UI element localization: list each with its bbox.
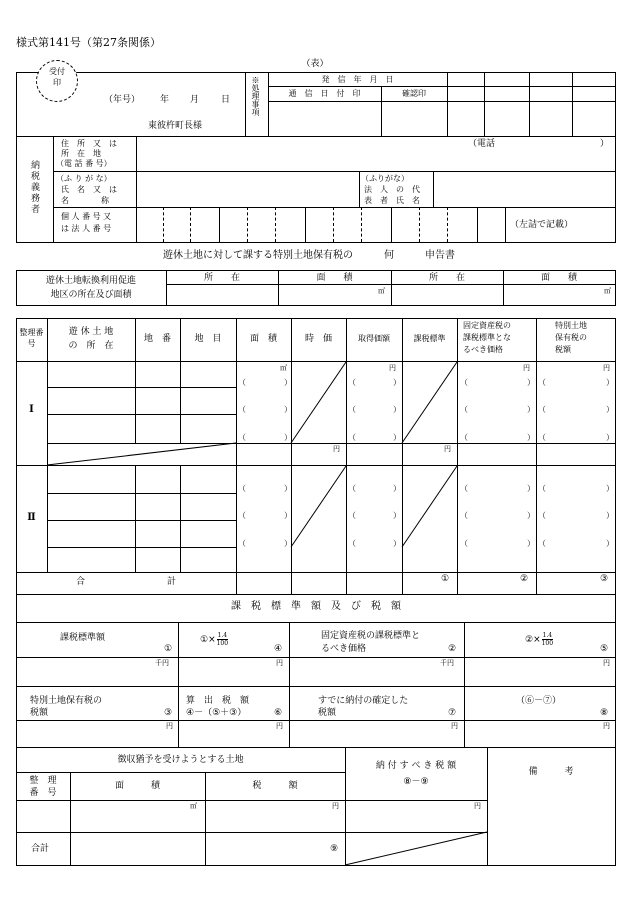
paren-open: （ bbox=[460, 433, 468, 442]
id-note: （左詰で記載） bbox=[510, 220, 574, 230]
paren-open: （ bbox=[460, 484, 468, 493]
paren-open: （ bbox=[238, 378, 246, 387]
header-seiri: 整理番号 bbox=[19, 328, 44, 348]
paren-close: ） bbox=[284, 433, 292, 442]
paren-close: ） bbox=[606, 378, 614, 387]
tax-r2c4-unit: 円 bbox=[603, 722, 610, 730]
header-tokubetsu-1: 特別土地 bbox=[555, 321, 587, 330]
paren-open: （ bbox=[538, 433, 546, 442]
promotion-col-area-2: 面 積 bbox=[540, 273, 577, 283]
unit-yen-kotei: 円 bbox=[523, 364, 530, 372]
tax-r2c1-label-1: 特別土地保有税の bbox=[30, 696, 103, 706]
header-kotei-3: るべき価格 bbox=[463, 345, 503, 354]
total-mark-1: ① bbox=[441, 574, 450, 584]
paren-close: ） bbox=[393, 484, 401, 493]
taxpayer-section-label: 納税義務者 bbox=[29, 160, 39, 215]
paren-open: （ bbox=[348, 433, 356, 442]
paren-close: ） bbox=[527, 378, 535, 387]
paren-open: （ bbox=[460, 539, 468, 548]
header-chiban: 地 番 bbox=[143, 334, 171, 344]
deferral-total-label: 合計 bbox=[31, 844, 50, 854]
phone-label: （電話 bbox=[468, 139, 496, 149]
tax-section-title: 課 税 標 準 額 及 び 税 額 bbox=[231, 601, 401, 612]
side-label: （表） bbox=[301, 59, 329, 69]
paren-open: （ bbox=[238, 405, 246, 414]
promotion-label-2: 地区の所在及び面積 bbox=[50, 290, 132, 300]
paren-open: （ bbox=[238, 484, 246, 493]
paren-open: （ bbox=[238, 511, 246, 520]
paren-open: （ bbox=[460, 378, 468, 387]
tax-r2c1-mark: ③ bbox=[164, 708, 173, 718]
processing-label: ※処理事項 bbox=[251, 76, 260, 116]
promotion-col-location-1: 所 在 bbox=[203, 273, 240, 283]
paren-open: （ bbox=[538, 511, 546, 520]
paren-open: （ bbox=[348, 378, 356, 387]
promotion-unit-1: ㎡ bbox=[378, 287, 385, 295]
unit-yen-kazei: 円 bbox=[444, 445, 451, 453]
paren-close: ） bbox=[606, 484, 614, 493]
phone-close: ） bbox=[600, 139, 610, 149]
paren-close: ） bbox=[527, 433, 535, 442]
paren-close: ） bbox=[527, 539, 535, 548]
unit-yen-tokubetsu: 円 bbox=[603, 364, 610, 372]
tax-r1c1-unit: 千円 bbox=[155, 659, 169, 667]
paren-open: （ bbox=[348, 405, 356, 414]
era-label: （年号） bbox=[104, 95, 141, 105]
name-label-2: 名 称 bbox=[61, 196, 109, 205]
deferral-payable-formula: ⑧－⑨ bbox=[403, 777, 429, 787]
title-part-3: 申告書 bbox=[425, 250, 455, 261]
header-chimoku: 地 目 bbox=[194, 334, 222, 344]
title-part-1: 遊休土地に対して課する特別土地保有税の bbox=[163, 250, 353, 261]
send-date-label: 発 信 年 月 日 bbox=[321, 75, 394, 84]
header-kazei: 課税標準 bbox=[413, 334, 446, 343]
rep-label-1: 法 人 の 代 bbox=[364, 185, 420, 194]
address-label-2: 所 在 地 bbox=[61, 149, 101, 158]
paren-open: （ bbox=[348, 484, 356, 493]
paren-close: ） bbox=[284, 511, 292, 520]
tax-r2c2-unit: 円 bbox=[276, 722, 283, 730]
paren-open: （ bbox=[238, 539, 246, 548]
total-mark-3: ③ bbox=[600, 574, 609, 584]
title-part-2: 何 bbox=[384, 250, 394, 261]
paren-close: ） bbox=[393, 511, 401, 520]
tax-r1c4-unit: 円 bbox=[603, 659, 610, 667]
promotion-label-1: 遊休土地転換利用促進 bbox=[45, 276, 136, 286]
paren-close: ） bbox=[284, 378, 292, 387]
paren-close: ） bbox=[393, 433, 401, 442]
rep-furigana-label: （ふりがな） bbox=[361, 174, 409, 183]
name-label-1: 氏 名 又 は bbox=[61, 185, 117, 194]
paren-open: （ bbox=[538, 539, 546, 548]
paren-open: （ bbox=[348, 511, 356, 520]
stamp-label-top: 受付 bbox=[49, 67, 65, 76]
day-label: 日 bbox=[221, 95, 231, 105]
promotion-col-location-2: 所 在 bbox=[428, 273, 465, 283]
group-1-label: Ⅰ bbox=[29, 404, 34, 415]
tax-r1c1-mark: ① bbox=[164, 644, 173, 654]
tax-r2c3-unit: 円 bbox=[451, 722, 458, 730]
header-land-1: 遊 休 土 地 bbox=[68, 327, 114, 337]
address-label-1: 住 所 又 は bbox=[61, 139, 117, 148]
month-label: 月 bbox=[190, 95, 200, 105]
addressee: 東彼杵町長様 bbox=[148, 121, 203, 131]
tax-r2c1-unit: 円 bbox=[166, 722, 173, 730]
tax-r2c1-label-2: 税額 bbox=[30, 708, 49, 718]
id-label-1: 個 人 番 号 又 bbox=[61, 212, 112, 221]
group-2-label: Ⅱ bbox=[27, 512, 36, 523]
year-label: 年 bbox=[160, 95, 170, 105]
form-number: 様式第141号（第27条関係） bbox=[16, 36, 161, 49]
tax-r1c3-unit: 千円 bbox=[440, 659, 454, 667]
header-land-2: の 所 在 bbox=[68, 341, 114, 351]
paren-open: （ bbox=[460, 405, 468, 414]
paren-close: ） bbox=[606, 433, 614, 442]
tax-r2c3-mark: ⑦ bbox=[448, 708, 457, 718]
header-kotei-2: 課税標準とな bbox=[463, 333, 511, 342]
tax-r1c2-formula: ①× $\frac{1.4}{100}$ bbox=[200, 632, 229, 647]
paren-close: ） bbox=[527, 484, 535, 493]
furigana-label: （ふ り が な） bbox=[56, 174, 112, 183]
paren-close: ） bbox=[284, 405, 292, 414]
address-label-3: （電 話 番 号） bbox=[56, 159, 112, 168]
tax-r2c2-label-1: 算 出 税 額 bbox=[186, 696, 250, 706]
paren-open: （ bbox=[460, 511, 468, 520]
deferral-seiri-1: 整 理 bbox=[29, 776, 57, 786]
deferral-seiri-2: 番 号 bbox=[29, 788, 57, 798]
tax-r1c1-label: 課税標準額 bbox=[60, 633, 106, 643]
promotion-col-area-1: 面 積 bbox=[316, 273, 353, 283]
tax-r1c3-label-1: 固定資産税の課税標準と bbox=[321, 631, 421, 641]
paren-open: （ bbox=[538, 405, 546, 414]
paren-close: ） bbox=[527, 405, 535, 414]
deferral-title: 徴収猶予を受けようとする土地 bbox=[117, 755, 244, 765]
paren-close: ） bbox=[284, 539, 292, 548]
paren-close: ） bbox=[606, 511, 614, 520]
deferral-payable-label: 納 付 す べ き 税 額 bbox=[375, 761, 457, 771]
tax-r1c2-mark: ④ bbox=[274, 644, 283, 654]
unit-yen-shutoku: 円 bbox=[389, 364, 396, 372]
fraction-1-4-over-100-b: $\frac{1.4}{100}$ bbox=[541, 632, 554, 647]
confirm-stamp-label: 確認印 bbox=[402, 89, 426, 98]
tax-r2c2-label-2: ④－（⑤＋③） bbox=[186, 708, 247, 718]
tax-r2c3-label-1: すでに納付の確定した bbox=[318, 696, 409, 706]
tax-r2c3-label-2: 税額 bbox=[318, 708, 337, 718]
promotion-unit-2: ㎡ bbox=[604, 287, 611, 295]
paren-close: ） bbox=[606, 405, 614, 414]
tax-r1c3-mark: ② bbox=[448, 644, 457, 654]
total-label-1: 合 bbox=[76, 577, 86, 587]
header-menseki: 面 積 bbox=[249, 334, 277, 344]
paren-close: ） bbox=[606, 539, 614, 548]
header-tokubetsu-3: 税額 bbox=[555, 345, 571, 354]
deferral-area-label: 面 積 bbox=[114, 781, 160, 791]
tax-r2c4-mark: ⑧ bbox=[600, 708, 609, 718]
header-tokubetsu-2: 保有税の bbox=[555, 333, 587, 342]
tax-r1c3-label-2: るべき価格 bbox=[321, 644, 367, 654]
tax-r1c2-unit: 円 bbox=[276, 659, 283, 667]
deferral-total-mark: ⑨ bbox=[330, 844, 339, 854]
total-label-2: 計 bbox=[167, 577, 177, 587]
deferral-payable-unit: 円 bbox=[474, 802, 481, 810]
deferral-remarks-label: 備 考 bbox=[528, 767, 574, 777]
rep-label-2: 表 者 氏 名 bbox=[364, 196, 420, 205]
total-mark-2: ② bbox=[520, 574, 529, 584]
header-shutoku: 取得価額 bbox=[358, 334, 390, 343]
tax-r1c4-formula: ②× $\frac{1.4}{100}$ bbox=[525, 632, 554, 647]
tax-r2c2-mark: ⑥ bbox=[274, 708, 283, 718]
deferral-tax-label: 税 額 bbox=[252, 781, 298, 791]
deferral-unit-sqm: ㎡ bbox=[190, 802, 197, 810]
paren-close: ） bbox=[284, 484, 292, 493]
paren-open: （ bbox=[238, 433, 246, 442]
tax-r2c4-label: （⑥－⑦） bbox=[516, 696, 562, 706]
paren-open: （ bbox=[538, 484, 546, 493]
paren-close: ） bbox=[393, 405, 401, 414]
unit-yen-jika: 円 bbox=[333, 445, 340, 453]
tax-r1c4-mark: ⑤ bbox=[600, 644, 609, 654]
unit-sqm: ㎡ bbox=[280, 364, 287, 372]
deferral-unit-yen: 円 bbox=[332, 802, 339, 810]
fraction-1-4-over-100-a: $\frac{1.4}{100}$ bbox=[216, 632, 229, 647]
header-kotei-1: 固定資産税の bbox=[463, 321, 511, 330]
paren-open: （ bbox=[348, 539, 356, 548]
stamp-label-bottom: 印 bbox=[53, 78, 61, 87]
paren-close: ） bbox=[527, 511, 535, 520]
notice-date-label: 通 信 日 付 印 bbox=[288, 89, 361, 98]
paren-open: （ bbox=[538, 378, 546, 387]
paren-close: ） bbox=[393, 378, 401, 387]
paren-close: ） bbox=[393, 539, 401, 548]
header-jika: 時 価 bbox=[304, 334, 332, 344]
id-label-2: は 法 人 番 号 bbox=[61, 224, 112, 233]
